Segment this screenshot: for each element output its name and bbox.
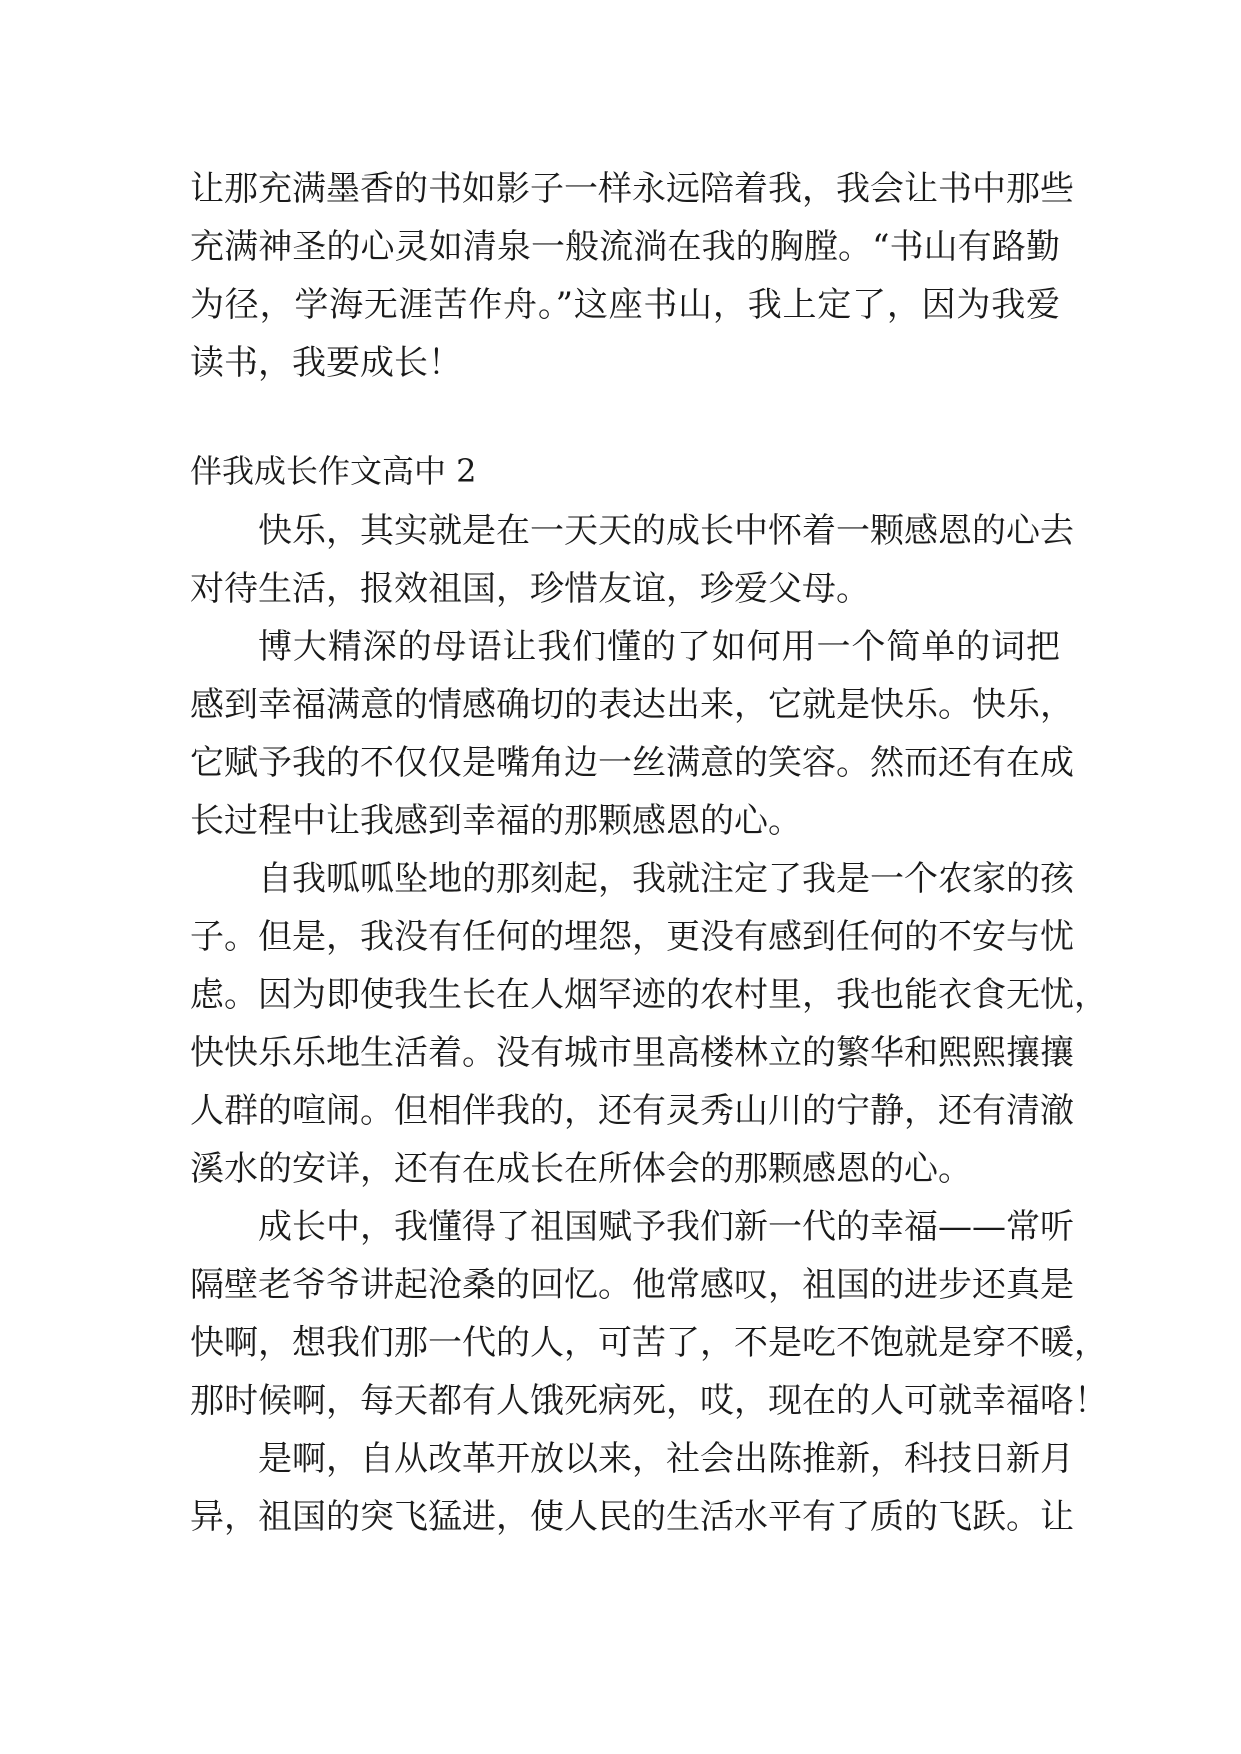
text-line: 子。但是，我没有任何的埋怨，更没有感到任何的不安与忧: [190, 917, 1074, 957]
text-line: 读书，我要成长！: [190, 343, 462, 383]
paragraph-1: [190, 502, 1074, 618]
text-line: 博大精深的母语让我们懂的了如何用一个简单的词把: [258, 627, 1060, 667]
text-line: 让那充满墨香的书如影子一样永远陪着我，我会让书中那些: [190, 169, 1074, 209]
text-line: 长过程中让我感到幸福的那颗感恩的心。: [190, 801, 802, 841]
text-line: 人群的喧闹。但相伴我的，还有灵秀山川的宁静，还有清澈: [190, 1091, 1074, 1131]
text-line: 自我呱呱坠地的那刻起，我就注定了我是一个农家的孩: [258, 859, 1074, 899]
text-line: 快快乐乐地生活着。没有城市里高楼林立的繁华和熙熙攘攘: [190, 1033, 1074, 1073]
text-line: 快乐，其实就是在一天天的成长中怀着一颗感恩的心去: [258, 511, 1074, 551]
section-title: 伴我成长作文高中 2: [190, 452, 477, 490]
text-line: 成长中，我懂得了祖国赋予我们新一代的幸福——常听: [258, 1207, 1074, 1247]
text-line: 感到幸福满意的情感确切的表达出来，它就是快乐。快乐，: [190, 685, 1074, 725]
document-body: [190, 160, 1108, 1546]
section-spacer: [190, 392, 1060, 442]
paragraph-3: [190, 850, 1108, 1198]
text-line: 快啊，想我们那一代的人，可苦了，不是吃不饱就是穿不暖，: [190, 1323, 1108, 1363]
text-line: 它赋予我的不仅仅是嘴角边一丝满意的笑容。然而还有在成: [190, 743, 1074, 783]
text-line: 异，祖国的突飞猛进，使人民的生活水平有了质的飞跃。让: [190, 1497, 1074, 1537]
text-line: 溪水的安详，还有在成长在所体会的那颗感恩的心。: [190, 1149, 972, 1189]
text-line: 对待生活，报效祖国，珍惜友谊，珍爱父母。: [190, 569, 870, 609]
text-line: 充满神圣的心灵如清泉一般流淌在我的胸膛。“书山有路勤: [190, 227, 1060, 267]
paragraph-5: [190, 1430, 1074, 1546]
text-line: 是啊，自从改革开放以来，社会出陈推新，科技日新月: [258, 1439, 1074, 1479]
paragraph-4: [190, 1198, 1108, 1430]
continuation-paragraph: [190, 160, 1074, 392]
text-line: 为径，学海无涯苦作舟。”这座书山，我上定了，因为我爱: [190, 285, 1060, 325]
text-line: 那时候啊，每天都有人饿死病死，哎，现在的人可就幸福咯！: [190, 1381, 1108, 1421]
text-line: 虑。因为即使我生长在人烟罕迹的农村里，我也能衣食无忧，: [190, 975, 1108, 1015]
paragraph-2: [190, 618, 1074, 850]
text-line: 隔壁老爷爷讲起沧桑的回忆。他常感叹，祖国的进步还真是: [190, 1265, 1074, 1305]
